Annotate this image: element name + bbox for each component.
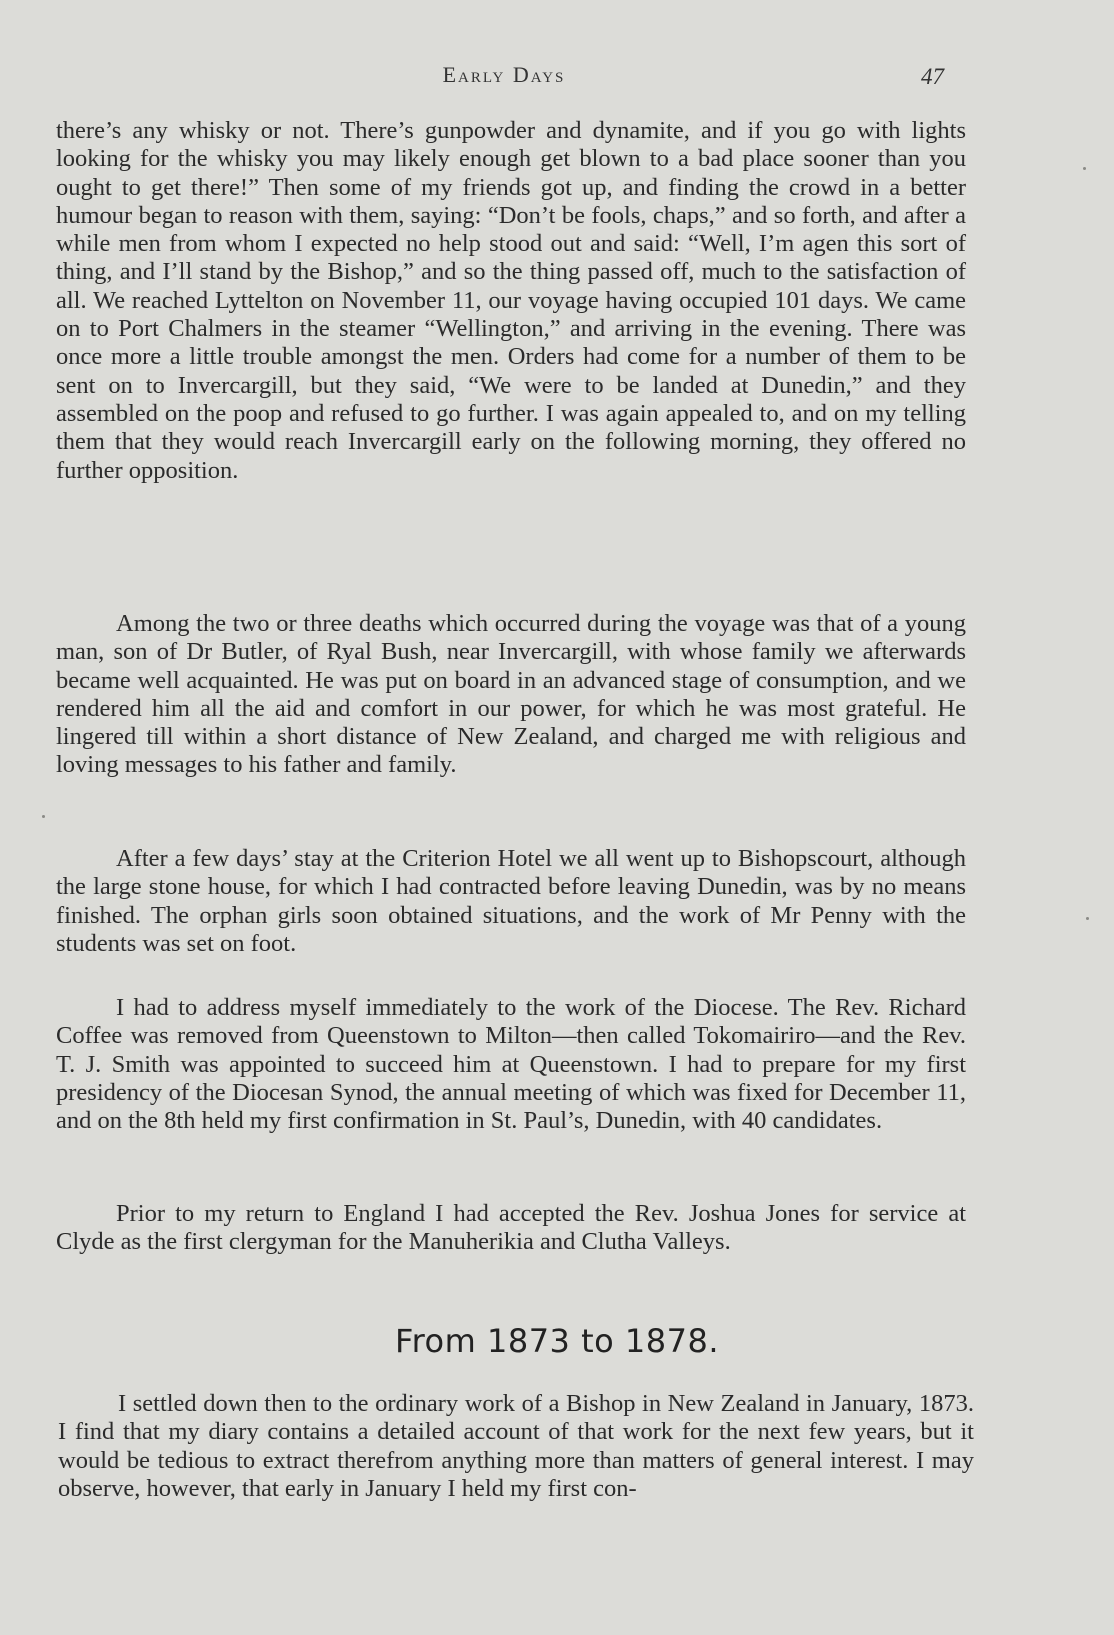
paragraph-text: I settled down then to the ordinary work of a Bishop in New Zealand in January, 1873. I find that my diary contains a detailed account of that work for the next few years, but it would be tedious to extract therefrom anything more than matters of general interest. I may observe, however, that early in January I held my first con-: [58, 1390, 974, 1502]
paragraph-bishopscourt: [56, 845, 966, 958]
paragraph-continued: [56, 117, 966, 485]
paragraph-deaths: [56, 610, 966, 780]
paragraph-text: Prior to my return to England I had accepted the Rev. Joshua Jones for service at Clyde as the first clergyman for the Manuherikia and Clutha Valleys.: [56, 1200, 966, 1256]
running-head: [0, 62, 1114, 94]
paragraph-settled: [58, 1390, 974, 1503]
paper-speck: [1086, 917, 1089, 920]
section-heading: From 1873 to 1878.: [395, 1322, 719, 1360]
paragraph-text: there’s any whisky or not. There’s gunpowder and dynamite, and if you go with lights looking for the whisky you may likely enough get blown to a bad place sooner than you ought to get there!” Then some of my friends got up, and finding the crowd in a better humour began to reason with them, saying: “Don’t be fools, chaps,” and so forth, and after a while men from whom I expected no help stood out and said: “Well, I’m agen this sort of thing, and I’ll stand by the Bishop,” and so the thing passed off, much to the satisfaction of all. We reached Lyttelton on November 11, our voyage having occupied 101 days. We came on to Port Chalmers in the steamer “Wellington,” and arriving in the evening. There was once more a little trouble amongst the men. Orders had come for a number of them to be sent on to Invercargill, but they said, “We were to be landed at Dunedin,” and they assembled on the poop and refused to go further. I was again appealed to, and on my telling them that they would reach Invercargill early on the following morning, they offered no further opposition.: [56, 117, 966, 484]
paper-speck: [42, 815, 45, 818]
running-title: Early Days: [442, 62, 566, 87]
paragraph-text: After a few days’ stay at the Criterion Hotel we all went up to Bishopscourt, although the large stone house, for which I had contracted before leaving Dunedin, was by no means finished. The orphan girls soon obtained situations, and the work of Mr Penny with the students was set on foot.: [56, 845, 966, 957]
paragraph-text: I had to address myself immediately to the work of the Diocese. The Rev. Richard Coffee was removed from Queenstown to Milton—then called Tokomairiro—and the Rev. T. J. Smith was appointed to succeed him at Queenstown. I had to prepare for my first presidency of the Diocesan Synod, the annual meeting of which was fixed for December 11, and on the 8th held my first confirmation in St. Paul’s, Dunedin, with 40 candidates.: [56, 994, 966, 1135]
paragraph-diocese: [56, 994, 966, 1135]
page-number: 47: [921, 64, 944, 89]
paper-speck: [1083, 167, 1086, 170]
paragraph-text: Among the two or three deaths which occurred during the voyage was that of a young man, son of Dr Butler, of Ryal Bush, near Invercargill, with whose family we afterwards became well acquainted. He was put on board in an advanced stage of consumption, and we rendered him all the aid and comfort in our power, for which he was most grateful. He lingered till within a short distance of New Zealand, and charged me with religious and loving messages to his father and family.: [56, 610, 966, 779]
paragraph-prior: [56, 1200, 966, 1257]
